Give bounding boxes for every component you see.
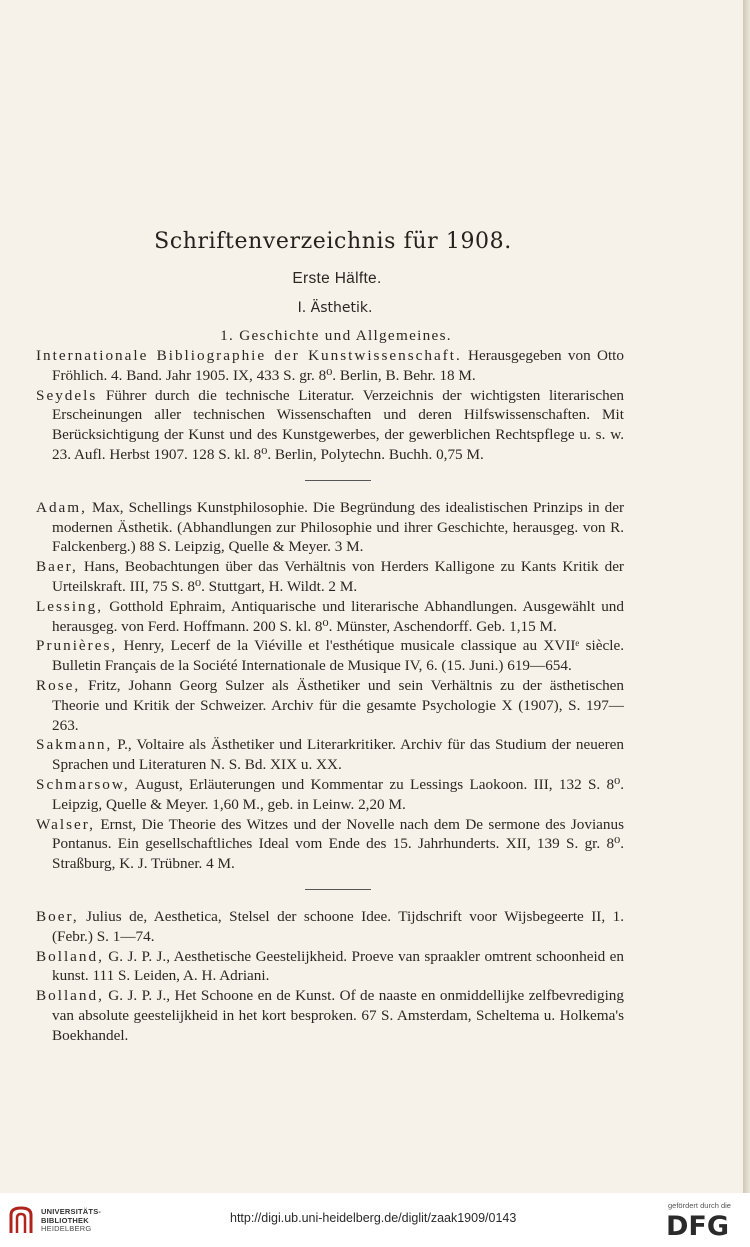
entry-author: Lessing, <box>36 597 104 615</box>
library-line: BIBLIOTHEK <box>41 1215 89 1225</box>
bibliography-entry <box>36 676 624 735</box>
page-content <box>36 228 624 1046</box>
bibliography-entry <box>36 815 624 874</box>
entry-text: Gotthold Ephraim, Antiquarische und literarische Abhandlungen. Ausgewählt und herausgeg. von Ferd. Hoffmann. 200 S. kl. 8⁰. Münster, Aschendorff. Geb. 1,15 M. <box>52 597 624 635</box>
library-name <box>41 1208 101 1234</box>
bibliography-entry <box>36 346 624 386</box>
entry-author: Boer, <box>36 907 79 925</box>
library-line: HEIDELBERG <box>41 1224 92 1234</box>
entry-text: P., Voltaire als Ästhetiker und Literarkritiker. Archiv für das Studium der neueren Sprachen und Literaturen N. S. Bd. XIX u. XX. <box>52 736 624 774</box>
entry-author: Prunières, <box>36 637 118 655</box>
entry-text: Hans, Beobachtungen über das Verhältnis von Herders Kalligone zu Kants Kritik der Urteilskraft. III, 75 S. 8⁰. Stuttgart, H. Wildt. 2 M. <box>52 558 624 595</box>
subsection-heading: 1. Geschichte und Allgemeines. <box>220 327 452 344</box>
entry-author: Seydels <box>36 386 98 404</box>
entry-group-2 <box>36 498 624 874</box>
bibliography-entry <box>36 775 624 815</box>
bibliography-entry <box>36 498 624 557</box>
entry-text: Herausgegeben von Otto Fröhlich. 4. Band. Jahr 1905. IX, 433 S. gr. 8⁰. Berlin, B. Behr. 18 M. <box>52 347 624 384</box>
entry-text: Fritz, Johann Georg Sulzer als Ästhetiker und sein Verhältnis zu der ästhetischen Theorie und Kritik der Schweizer. Archiv für die gesamte Psychologie X (1907), S. 197—263. <box>52 676 624 734</box>
bibliography-entry <box>36 557 624 597</box>
entry-text: G. J. P. J., Het Schoone en de Kunst. Of de naaste en onmiddellijke zelfbevrediging van absolute geestelijkheid in het kort besproken. 67 S. Amsterdam, Scheltema u. Holkema's Boekhandel. <box>52 987 624 1044</box>
entry-text: Führer durch die technische Literatur. Verzeichnis der wichtigsten literarischen Erscheinungen aller technischen Wissenschaften und deren Hilfswissenschaften. Mit Berücksichtigung der Kunst und des Kunstgewerbes, der gewerblichen Rechtspflege u. s. w. 23. Aufl. Herbst 1907. 128 S. kl. 8⁰. Berlin, Polytechn. Buchh. 0,75 M. <box>52 386 624 463</box>
bibliography-entry <box>36 947 624 987</box>
page-edge <box>743 0 750 1193</box>
entry-text: Henry, Lecerf de la Viéville et l'esthétique musicale classique au XVIIᵉ siècle. Bulletin Français de la Société Internationale de Musique IV, 6. (15. Juni.) 619—654. <box>52 637 624 675</box>
entry-author: Baer, <box>36 558 78 576</box>
page-title: Schriftenverzeichnis für 1908. <box>154 229 512 254</box>
university-library-logo-icon <box>8 1205 34 1235</box>
bibliography-entry <box>36 386 624 465</box>
entry-text: Ernst, Die Theorie des Witzes und der Novelle nach dem De sermone des Jovianus Pontanus. Ein gesellschaftliches Ideal vom Ende des 15. Jahrhunderts. XII, 139 S. gr. 8⁰. Straßburg, K. J. Trübner. 4 M. <box>52 815 624 873</box>
page-subtitle: Erste Hälfte. <box>292 270 382 287</box>
bibliography-entry <box>36 986 624 1045</box>
entry-text: Max, Schellings Kunstphilosophie. Die Begründung des idealistischen Prinzips in der modernen Ästhetik. (Abhandlungen zur Philosophie und ihrer Geschichte, herausgeg. von R. Falckenberg.) 88 S. Leipzig, Quelle & Meyer. 3 M. <box>52 498 624 556</box>
entry-group-3 <box>36 907 624 1046</box>
bibliography-entry <box>36 907 624 947</box>
library-line: UNIVERSITÄTS- <box>41 1207 102 1216</box>
dfg-logo: DFG <box>666 1211 730 1242</box>
entry-text: August, Erläuterungen und Kommentar zu Lessings Laokoon. III, 132 S. 8⁰. Leipzig, Quelle & Meyer. 1,60 M., geb. in Leinw. 2,20 M. <box>52 775 624 813</box>
entry-author: Bolland, <box>36 947 104 965</box>
viewer-footer <box>0 1193 750 1247</box>
entry-group-1 <box>36 346 624 465</box>
bibliography-entry <box>36 735 624 775</box>
funder-note: gefördert durch die <box>668 1201 731 1210</box>
entry-author: Bolland, <box>36 987 104 1005</box>
entry-author: Schmarsow, <box>36 775 130 793</box>
bibliography-entry <box>36 597 624 637</box>
permalink-url[interactable]: http://digi.ub.uni-heidelberg.de/diglit/zaak1909/0143 <box>230 1211 517 1225</box>
entry-text: Julius de, Aesthetica, Stelsel der schoone Idee. Tijdschrift voor Wijsbegeerte II, 1. (Febr.) S. 1—74. <box>52 907 624 945</box>
entry-author: Walser, <box>36 815 95 833</box>
bibliography-entry <box>36 636 624 676</box>
entry-author: Sakmann, <box>36 736 113 754</box>
section-divider <box>305 480 371 481</box>
entry-author: Internationale Bibliographie der Kunstwissenschaft. <box>36 347 462 364</box>
entry-author: Rose, <box>36 676 81 694</box>
section-heading: I. Ästhetik. <box>297 300 373 316</box>
entry-author: Adam, <box>36 498 87 516</box>
section-divider <box>305 889 371 890</box>
entry-text: G. J. P. J., Aesthetische Geestelijkheid. Proeve van spraakler omtrent schoonheid en kunst. 111 S. Leiden, A. H. Adriani. <box>52 947 624 985</box>
